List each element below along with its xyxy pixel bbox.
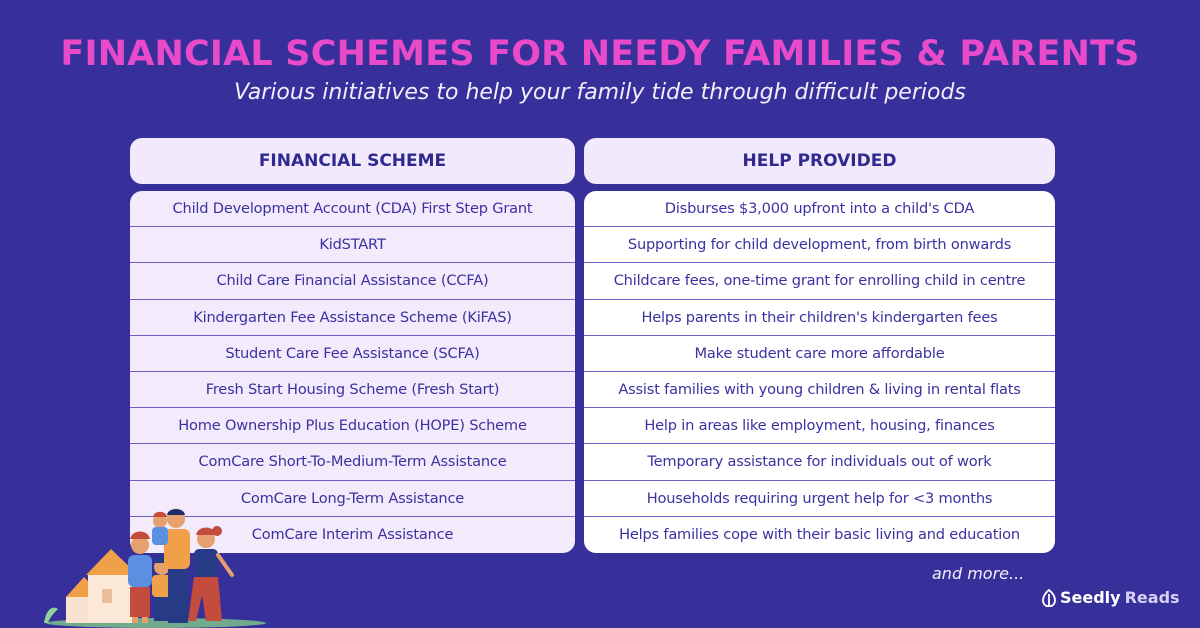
and-more-text: and more... [932, 564, 1025, 583]
page-title: FINANCIAL SCHEMES FOR NEEDY FAMILIES & PARENTS [60, 34, 1140, 74]
column-header-scheme: FINANCIAL SCHEME [130, 138, 575, 184]
seedly-reads-logo [1042, 588, 1180, 607]
scheme-cell: Student Care Fee Assistance (SCFA) [130, 336, 575, 372]
help-cell: Assist families with young children & living in rental flats [584, 372, 1055, 408]
help-cell: Temporary assistance for individuals out of work [584, 444, 1055, 480]
help-cell: Childcare fees, one-time grant for enrolling child in centre [584, 263, 1055, 299]
scheme-cell: Fresh Start Housing Scheme (Fresh Start) [130, 372, 575, 408]
scheme-cell: ComCare Long-Term Assistance [130, 481, 575, 517]
scheme-cell: Home Ownership Plus Education (HOPE) Scheme [130, 408, 575, 444]
page-subtitle: Various initiatives to help your family tide through difficult periods [234, 80, 966, 105]
brand-sub: Reads [1124, 588, 1180, 607]
scheme-cell: ComCare Short-To-Medium-Term Assistance [130, 444, 575, 480]
help-cell: Helps parents in their children's kindergarten fees [584, 300, 1055, 336]
scheme-list [130, 191, 575, 553]
help-cell: Households requiring urgent help for <3 months [584, 481, 1055, 517]
family-house-illustration [36, 505, 266, 628]
help-cell: Supporting for child development, from birth onwards [584, 227, 1055, 263]
brand-name: Seedly [1060, 588, 1121, 607]
help-cell: Disburses $3,000 upfront into a child's CDA [584, 191, 1055, 227]
seed-icon [1042, 589, 1056, 607]
scheme-cell: Child Development Account (CDA) First Step Grant [130, 191, 575, 227]
scheme-cell: KidSTART [130, 227, 575, 263]
help-cell: Help in areas like employment, housing, finances [584, 408, 1055, 444]
scheme-cell: Child Care Financial Assistance (CCFA) [130, 263, 575, 299]
scheme-cell: ComCare Interim Assistance [251, 526, 454, 544]
help-list [584, 191, 1055, 553]
help-cell: Helps families cope with their basic living and education [619, 526, 1020, 544]
scheme-cell: Kindergarten Fee Assistance Scheme (KiFAS) [130, 300, 575, 336]
column-header-help: HELP PROVIDED [584, 138, 1055, 184]
help-cell: Make student care more affordable [584, 336, 1055, 372]
